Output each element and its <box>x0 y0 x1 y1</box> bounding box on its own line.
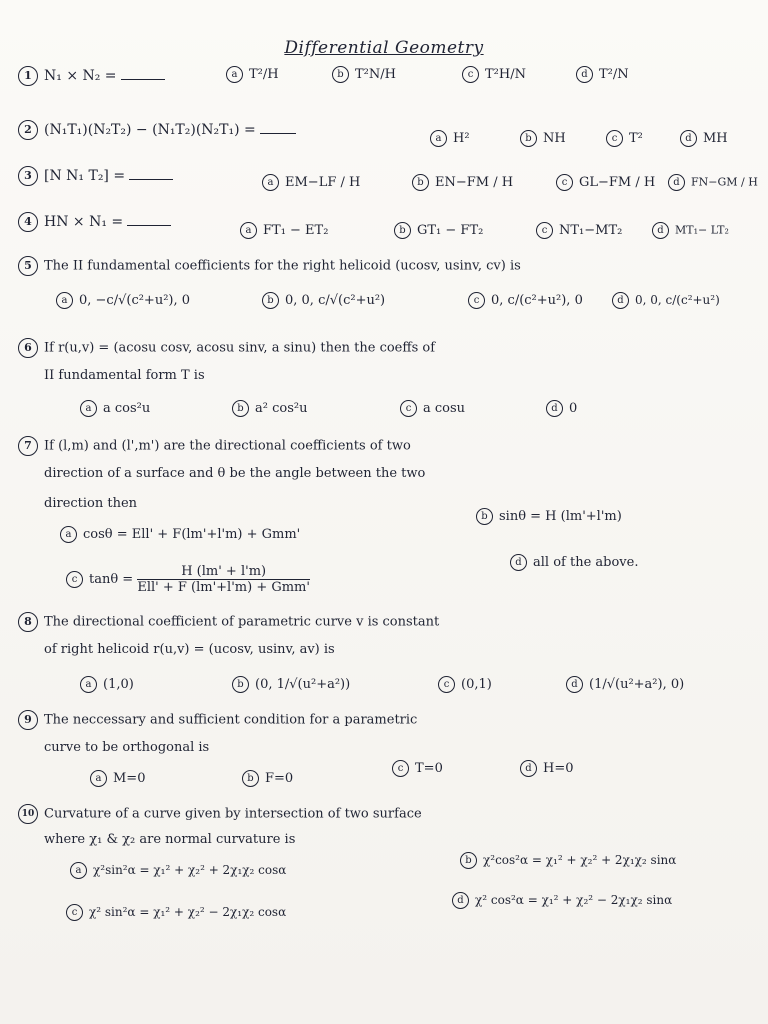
question-4: 4 HN × N₁ = <box>18 212 171 232</box>
question-10-line-2: where χ₁ & χ₂ are normal curvature is <box>44 832 296 847</box>
question-8: 8 The directional coefficient of parametric curve v is constant <box>18 612 439 632</box>
fraction: $\frac{H (lm' + l'm)}{\text{Ell' + F (lm'+l'm) + Gmm'}}$ <box>137 564 310 595</box>
option-d: d T²/N <box>576 66 629 83</box>
option-c: c 0, c/(c²+u²), 0 <box>468 292 583 309</box>
option-b: b (0, 1/√(u²+a²)) <box>232 676 350 693</box>
answer-blank <box>121 79 165 80</box>
option-c: c NT₁−MT₂ <box>536 222 622 239</box>
question-6-line-2: II fundamental form T is <box>44 368 205 383</box>
question-9: 9 The neccessary and sufficient condition for a parametric <box>18 710 417 730</box>
option-a: a H² <box>430 130 470 147</box>
option-c: c T² <box>606 130 643 147</box>
option-c: c tanθ = $\frac{H (lm' + l'm)}{\text{Ell' + F (lm'+l'm) + Gmm'}}$ <box>66 564 310 595</box>
option-d: d H=0 <box>520 760 574 777</box>
option-a: a 0, −c/√(c²+u²), 0 <box>56 292 190 309</box>
option-d: d 0, 0, c/(c²+u²) <box>612 292 720 309</box>
question-7-line-2: direction of a surface and θ be the angle between the two <box>44 466 426 481</box>
option-b: b F=0 <box>242 770 293 787</box>
option-d: d all of the above. <box>510 554 638 571</box>
option-d: d MH <box>680 130 728 147</box>
option-c: c T²H/N <box>462 66 526 83</box>
question-8-line-2: of right helicoid r(u,v) = (ucosv, usinv, av) is <box>44 642 335 657</box>
question-2: 2 (N₁T₁)(N₂T₂) − (N₁T₂)(N₂T₁) = <box>18 120 296 140</box>
option-b: b NH <box>520 130 566 147</box>
option-c: c GL−FM / H <box>556 174 655 191</box>
option-b: b a² cos²u <box>232 400 307 417</box>
option-a: a FT₁ − ET₂ <box>240 222 328 239</box>
option-a: a M=0 <box>90 770 145 787</box>
question-number: 1 <box>18 66 38 86</box>
option-c: c T=0 <box>392 760 443 777</box>
question-7: 7 If (l,m) and (l',m') are the directional coefficients of two <box>18 436 411 456</box>
question-7-line-3: direction then <box>44 496 138 511</box>
question-5: 5 The II fundamental coefficients for the right helicoid (ucosv, usinv, cv) is <box>18 256 521 276</box>
option-a: a EM−LF / H <box>262 174 360 191</box>
question-1 <box>18 66 165 86</box>
option-c: c a cosu <box>400 400 465 417</box>
option-a: a χ²sin²α = χ₁² + χ₂² + 2χ₁χ₂ cosα <box>70 862 286 879</box>
option-b: b sinθ = H (lm'+l'm) <box>476 508 622 525</box>
option-b: b χ²cos²α = χ₁² + χ₂² + 2χ₁χ₂ sinα <box>460 852 676 869</box>
option-c: c χ² sin²α = χ₁² + χ₂² − 2χ₁χ₂ cosα <box>66 904 286 921</box>
page-title: Differential Geometry <box>284 38 484 58</box>
option-d: d (1/√(u²+a²), 0) <box>566 676 684 693</box>
option-b: b 0, 0, c/√(c²+u²) <box>262 292 385 309</box>
option-d: d FN−GM / H <box>668 174 758 191</box>
option-b: b EN−FM / H <box>412 174 513 191</box>
option-b: b GT₁ − FT₂ <box>394 222 483 239</box>
question-3: 3 [N N₁ T₂] = <box>18 166 173 186</box>
option-d: d MT₁− LT₂ <box>652 222 729 239</box>
question-text: N₁ × N₂ = <box>44 68 117 84</box>
option-d: d 0 <box>546 400 577 417</box>
option-b: b T²N/H <box>332 66 396 83</box>
option-a: a (1,0) <box>80 676 134 693</box>
option-a: a a cos²u <box>80 400 150 417</box>
question-6: 6 If r(u,v) = (acosu cosv, acosu sinv, a sinu) then the coeffs of <box>18 338 435 358</box>
question-9-line-2: curve to be orthogonal is <box>44 740 210 755</box>
question-10: 10 Curvature of a curve given by intersection of two surface <box>18 804 422 824</box>
option-c: c (0,1) <box>438 676 492 693</box>
option-a: a cosθ = Ell' + F(lm'+l'm) + Gmm' <box>60 526 300 543</box>
option-a: a T²/H <box>226 66 279 83</box>
option-d: d χ² cos²α = χ₁² + χ₂² − 2χ₁χ₂ sinα <box>452 892 672 909</box>
